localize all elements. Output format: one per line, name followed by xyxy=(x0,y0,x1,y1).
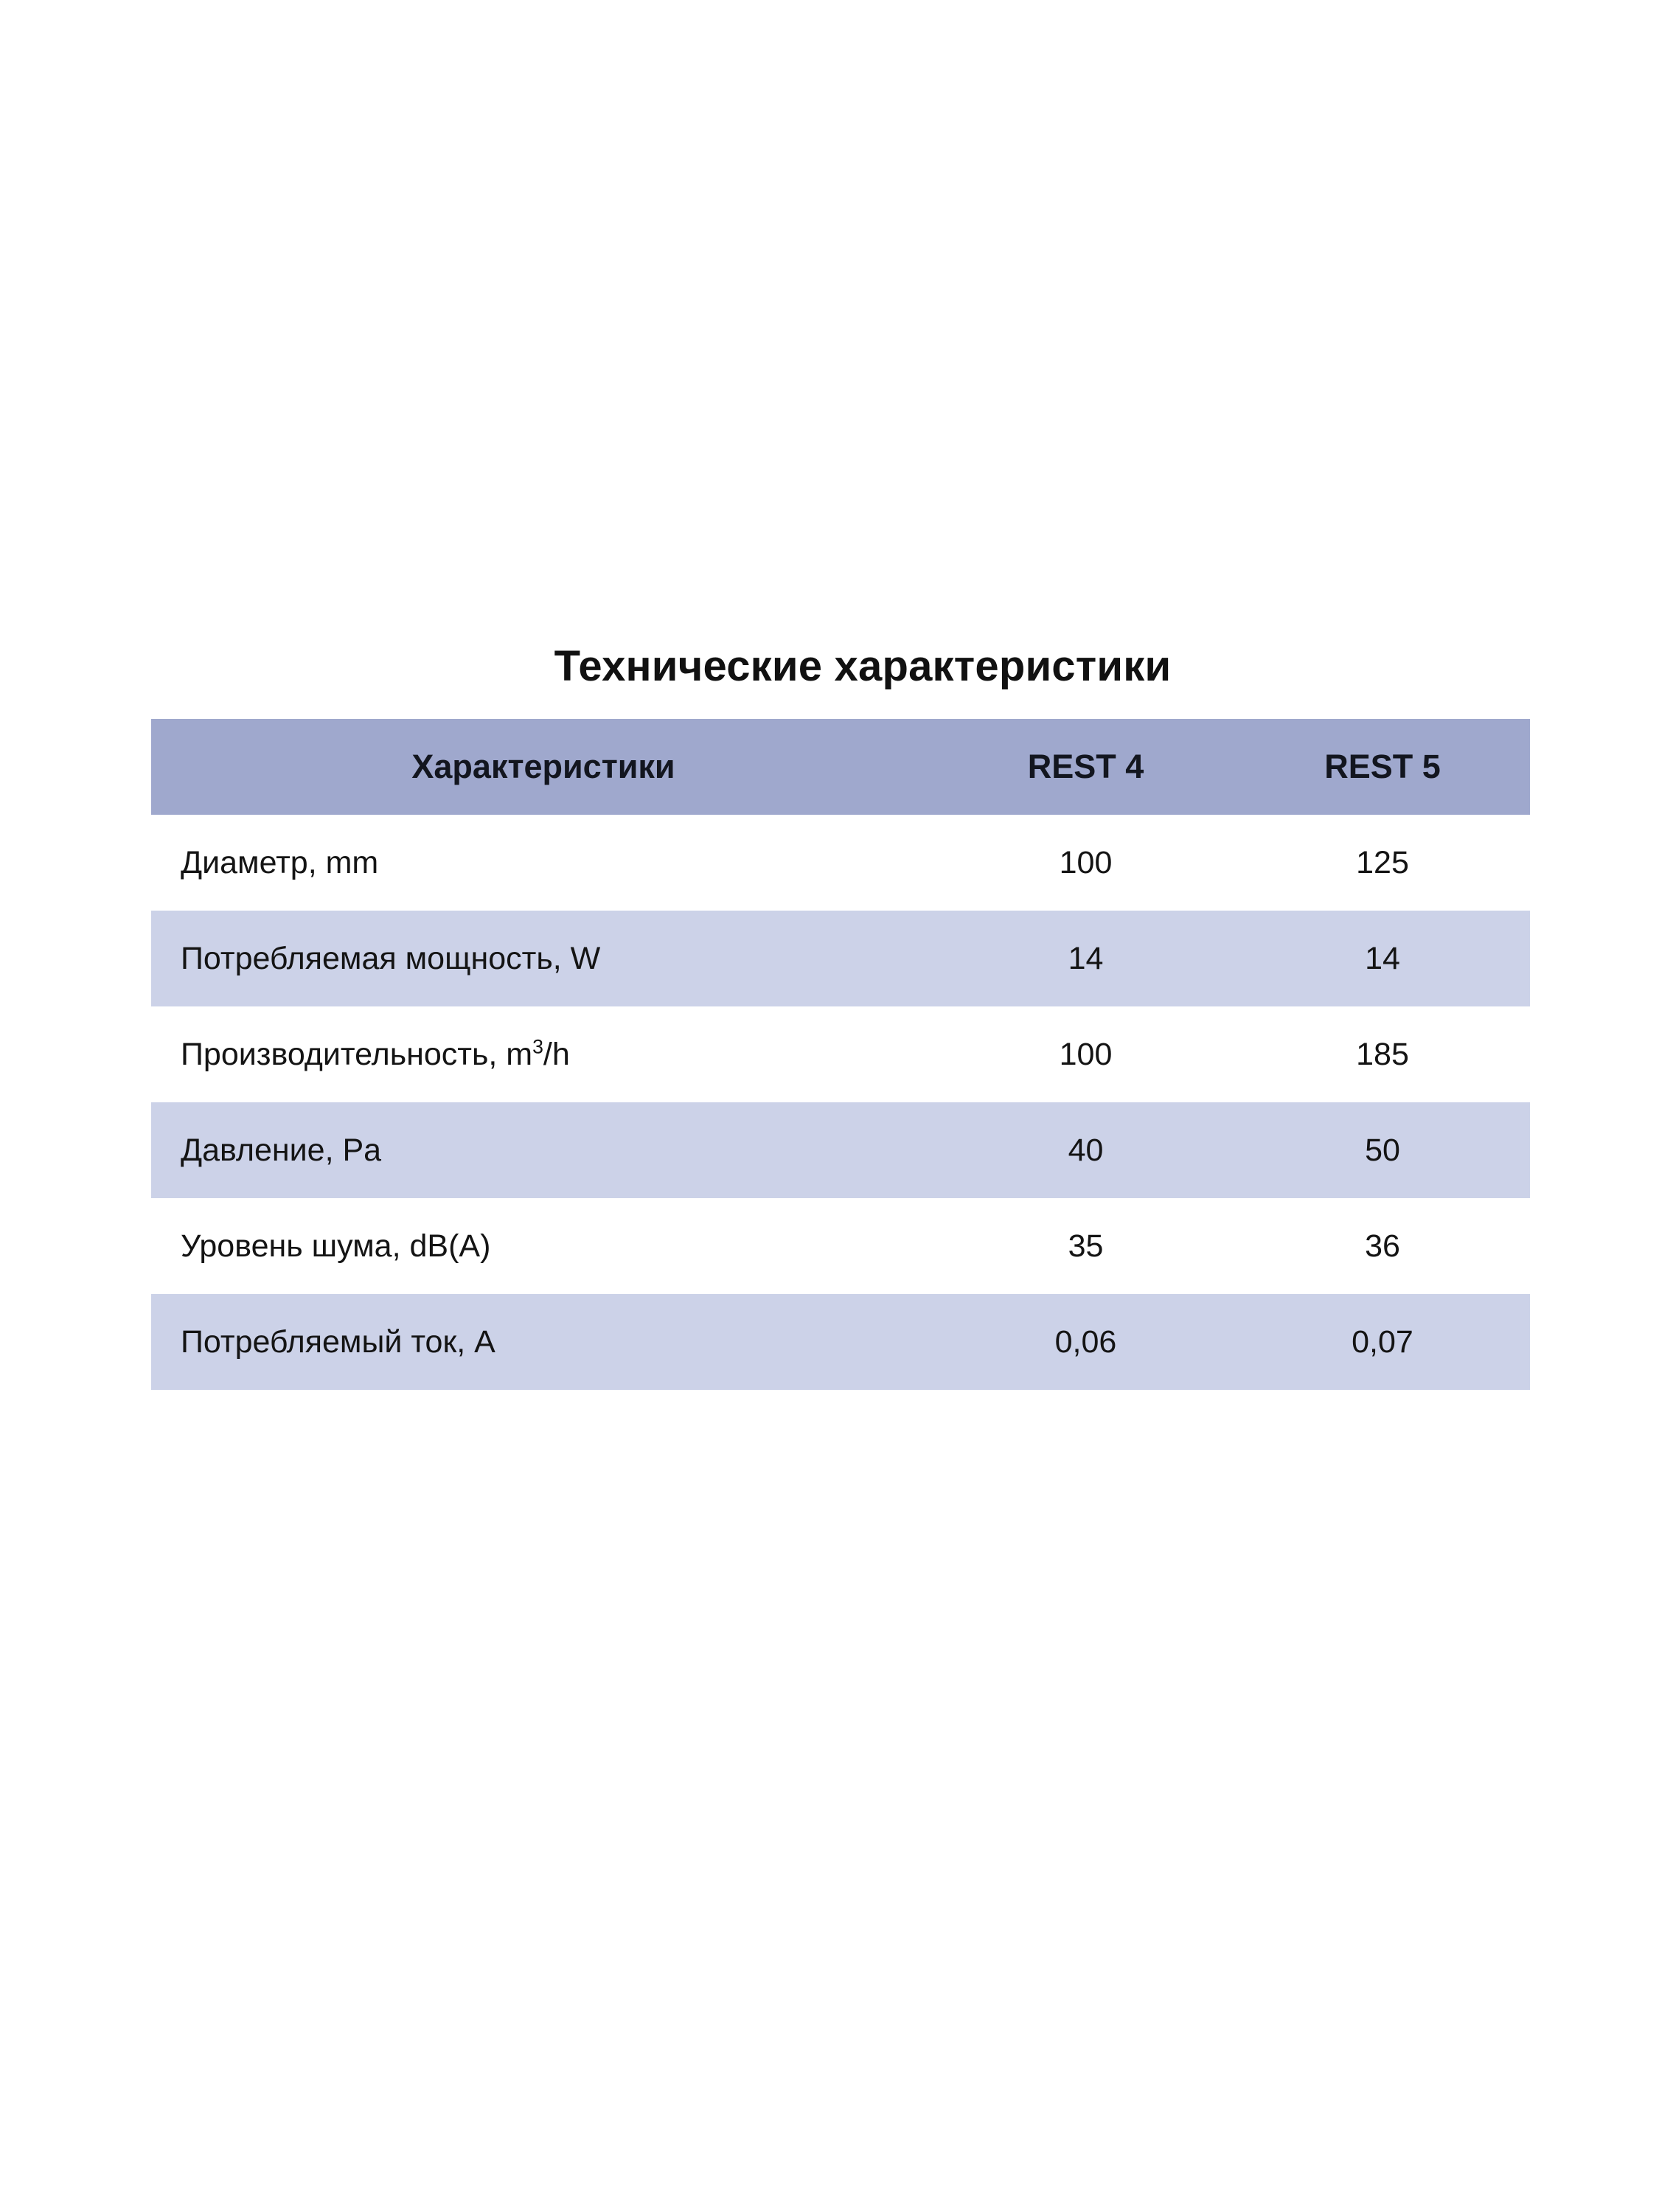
table-row xyxy=(151,911,1530,1006)
row-label-airflow xyxy=(151,1006,936,1102)
row-value-power-rest5: 14 xyxy=(1235,911,1530,1006)
row-value-airflow-rest4: 100 xyxy=(936,1006,1235,1102)
row-label-airflow-pre: Производительность, m xyxy=(181,1036,533,1072)
table-body xyxy=(151,815,1530,1390)
row-label-airflow-post: /h xyxy=(543,1036,570,1072)
column-header-characteristics: Характеристики xyxy=(151,719,936,815)
table-header-row xyxy=(151,719,1530,815)
row-value-pressure-rest4: 40 xyxy=(936,1102,1235,1198)
row-value-current-rest5: 0,07 xyxy=(1235,1294,1530,1390)
table-row xyxy=(151,1006,1530,1102)
row-label-airflow-superscript: 3 xyxy=(532,1035,543,1058)
page-title: Технические характеристики xyxy=(554,642,1172,690)
row-value-noise-rest5: 36 xyxy=(1235,1198,1530,1294)
table-row xyxy=(151,1102,1530,1198)
specifications-block xyxy=(151,641,1530,1390)
table-row xyxy=(151,815,1530,911)
table-row xyxy=(151,1198,1530,1294)
specifications-table xyxy=(151,719,1530,1390)
row-value-current-rest4: 0,06 xyxy=(936,1294,1235,1390)
row-label-noise: Уровень шума, dB(A) xyxy=(151,1198,936,1294)
row-label-current: Потребляемый ток, A xyxy=(151,1294,936,1390)
column-header-rest5: REST 5 xyxy=(1235,719,1530,815)
row-label-pressure: Давление, Pa xyxy=(151,1102,936,1198)
column-header-rest4: REST 4 xyxy=(936,719,1235,815)
row-value-diameter-rest5: 125 xyxy=(1235,815,1530,911)
row-value-pressure-rest5: 50 xyxy=(1235,1102,1530,1198)
row-label-power: Потребляемая мощность, W xyxy=(151,911,936,1006)
table-header xyxy=(151,719,1530,815)
row-label-diameter: Диаметр, mm xyxy=(151,815,936,911)
row-value-diameter-rest4: 100 xyxy=(936,815,1235,911)
table-row xyxy=(151,1294,1530,1390)
row-value-noise-rest4: 35 xyxy=(936,1198,1235,1294)
row-value-power-rest4: 14 xyxy=(936,911,1235,1006)
row-value-airflow-rest5: 185 xyxy=(1235,1006,1530,1102)
